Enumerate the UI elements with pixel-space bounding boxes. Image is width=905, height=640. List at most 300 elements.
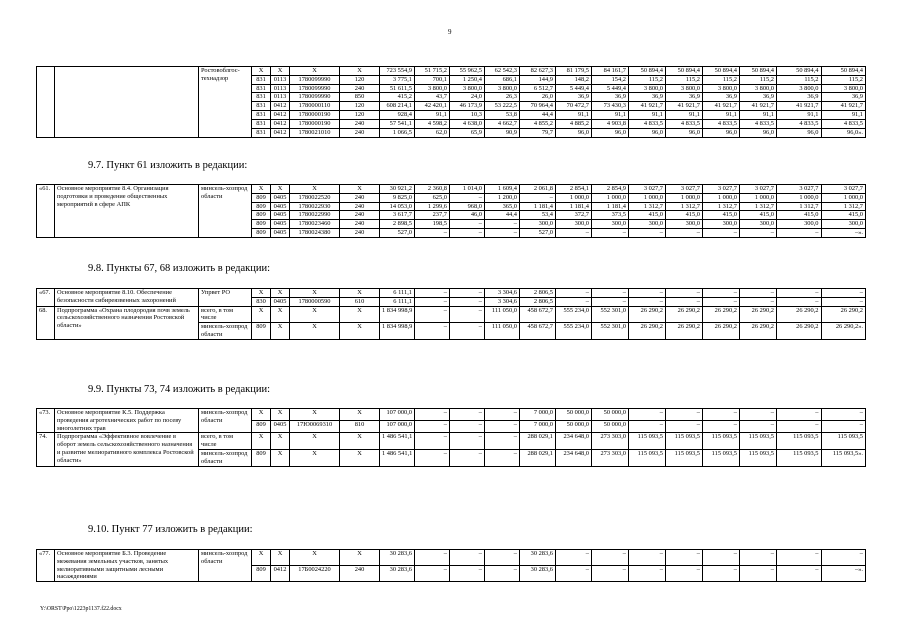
heading-pункт-61: 9.7. Пункт 61 изложить в редакции: bbox=[88, 160, 248, 171]
amount-cell: 91,1 bbox=[703, 111, 740, 120]
code-cell: 1780000590 bbox=[290, 297, 340, 306]
amount-cell: 30 283,6 bbox=[520, 550, 556, 566]
code-cell: Х bbox=[290, 185, 340, 194]
item-name: Основное мероприятие К.5. Поддержка проведения агротехнических работ по посеву многолетних трав bbox=[55, 409, 199, 433]
amount-cell: 928,4 bbox=[380, 111, 415, 120]
amount-cell: 5 449,4 bbox=[556, 84, 592, 93]
amount-cell: – bbox=[666, 297, 703, 306]
code-cell: Х bbox=[271, 433, 290, 450]
amount-cell: 144,9 bbox=[520, 75, 556, 84]
amount-cell: – bbox=[666, 566, 703, 582]
code-cell: 240 bbox=[340, 220, 380, 229]
amount-cell: –». bbox=[821, 229, 866, 238]
amount-cell: 1 312,7 bbox=[629, 202, 666, 211]
amount-cell: 415,0 bbox=[629, 211, 666, 220]
amount-cell: 115,2 bbox=[740, 75, 777, 84]
amount-cell: 1 834 998,9 bbox=[380, 306, 415, 323]
amount-cell: 4 598,2 bbox=[415, 119, 450, 128]
item-name: Основное мероприятие Б.3. Проведение межевания земельных участков, занятых мелиоративными защитными лесными насаждениями bbox=[55, 550, 199, 582]
amount-cell: 26 290,2 bbox=[629, 323, 666, 340]
amount-cell: 9 825,0 bbox=[380, 193, 415, 202]
org-cell: минсель-хозпрод области bbox=[199, 323, 252, 340]
code-cell: 831 bbox=[252, 75, 271, 84]
amount-cell: – bbox=[777, 289, 822, 298]
amount-cell: – bbox=[592, 297, 629, 306]
amount-cell: – bbox=[592, 566, 629, 582]
code-cell: 240 bbox=[340, 84, 380, 93]
amount-cell: 1 250,4 bbox=[450, 75, 485, 84]
amount-cell: 91,1 bbox=[666, 111, 703, 120]
amount-cell: 26 290,2 bbox=[740, 323, 777, 340]
table-item-61 bbox=[36, 184, 866, 238]
amount-cell: 30 283,6 bbox=[380, 550, 415, 566]
amount-cell: 1 312,7 bbox=[666, 202, 703, 211]
code-cell: 831 bbox=[252, 128, 271, 137]
code-cell: 1780023460 bbox=[290, 220, 340, 229]
amount-cell: – bbox=[415, 421, 450, 433]
amount-cell: 30 283,6 bbox=[520, 566, 556, 582]
amount-cell: 288 029,1 bbox=[520, 450, 556, 467]
amount-cell: 3 800,0 bbox=[740, 84, 777, 93]
amount-cell: 3 027,7 bbox=[740, 185, 777, 194]
amount-cell: 625,0 bbox=[415, 193, 450, 202]
amount-cell: – bbox=[703, 229, 740, 238]
code-cell: Х bbox=[340, 289, 380, 298]
amount-cell: 552 301,0 bbox=[592, 323, 629, 340]
amount-cell: 1 000,0 bbox=[666, 193, 703, 202]
code-cell: 831 bbox=[252, 102, 271, 111]
table-row bbox=[37, 185, 866, 194]
amount-cell: 50 000,0 bbox=[556, 409, 592, 421]
code-cell: Х bbox=[271, 185, 290, 194]
code-cell: 0113 bbox=[271, 75, 290, 84]
amount-cell: 36,9 bbox=[777, 93, 822, 102]
amount-cell: 1 181,4 bbox=[520, 202, 556, 211]
amount-cell: 26 290,2 bbox=[629, 306, 666, 323]
amount-cell: – bbox=[485, 421, 520, 433]
amount-cell: – bbox=[666, 229, 703, 238]
amount-cell: 3 800,0 bbox=[450, 84, 485, 93]
item-name: Основное мероприятие 8.4. Организация подготовки и проведение общественных мероприятий в сфере АПК bbox=[55, 185, 199, 238]
amount-cell: 415,0 bbox=[703, 211, 740, 220]
amount-cell: 81 179,5 bbox=[556, 67, 592, 76]
amount-cell: 288 029,1 bbox=[520, 433, 556, 450]
amount-cell: – bbox=[450, 220, 485, 229]
item-name: Подпрограмма «Охрана плодородия почв земель сельскохозяйственного назначения Ростовской области» bbox=[55, 306, 199, 339]
code-cell: Х bbox=[290, 306, 340, 323]
amount-cell: 4 833,5 bbox=[777, 119, 822, 128]
code-cell: Х bbox=[252, 185, 271, 194]
amount-cell: 4 903,8 bbox=[592, 119, 629, 128]
code-cell: 0412 bbox=[271, 111, 290, 120]
amount-cell: 50 000,0 bbox=[592, 421, 629, 433]
code-cell: Х bbox=[290, 289, 340, 298]
amount-cell: – bbox=[450, 193, 485, 202]
amount-cell: – bbox=[485, 450, 520, 467]
amount-cell: 115 093,5 bbox=[666, 450, 703, 467]
code-cell: 240 bbox=[340, 211, 380, 220]
amount-cell: 237,7 bbox=[415, 211, 450, 220]
amount-cell: – bbox=[415, 566, 450, 582]
amount-cell: 57 541,1 bbox=[380, 119, 415, 128]
amount-cell: 91,1 bbox=[592, 111, 629, 120]
amount-cell: 53 222,5 bbox=[485, 102, 520, 111]
code-cell: 120 bbox=[340, 102, 380, 111]
amount-cell: 3 800,0 bbox=[666, 84, 703, 93]
code-cell: Х bbox=[340, 185, 380, 194]
amount-cell: – bbox=[666, 550, 703, 566]
amount-cell: – bbox=[777, 421, 822, 433]
code-cell: Х bbox=[252, 433, 271, 450]
amount-cell: 1 312,7 bbox=[740, 202, 777, 211]
code-cell: 831 bbox=[252, 93, 271, 102]
item-number: «73. bbox=[37, 409, 55, 433]
code-cell: 810 bbox=[340, 421, 380, 433]
amount-cell: – bbox=[629, 550, 666, 566]
amount-cell: 300,0 bbox=[703, 220, 740, 229]
amount-cell: – bbox=[485, 220, 520, 229]
table-row bbox=[37, 433, 866, 450]
amount-cell: – bbox=[703, 297, 740, 306]
amount-cell: 1 609,4 bbox=[485, 185, 520, 194]
code-cell: Х bbox=[290, 433, 340, 450]
org-cell: минсель-хозпрод области bbox=[199, 550, 252, 582]
amount-cell: – bbox=[415, 229, 450, 238]
amount-cell: 96,0 bbox=[629, 128, 666, 137]
row-name-cell bbox=[55, 67, 199, 138]
amount-cell: – bbox=[666, 409, 703, 421]
code-cell: 240 bbox=[340, 128, 380, 137]
item-number: 68. bbox=[37, 306, 55, 339]
table-row bbox=[37, 289, 866, 298]
amount-cell: 415,0 bbox=[666, 211, 703, 220]
amount-cell: – bbox=[629, 409, 666, 421]
amount-cell: 53,8 bbox=[485, 111, 520, 120]
code-cell: 831 bbox=[252, 111, 271, 120]
amount-cell: 115 093,5 bbox=[703, 450, 740, 467]
org-cell: минсель-хозпрод области bbox=[199, 450, 252, 467]
amount-cell: 26 290,2 bbox=[703, 323, 740, 340]
heading-пункты-67-68: 9.8. Пункты 67, 68 изложить в редакции: bbox=[88, 263, 271, 274]
amount-cell: 46 173,9 bbox=[450, 102, 485, 111]
code-cell: 1780022990 bbox=[290, 211, 340, 220]
amount-cell: 415,2 bbox=[380, 93, 415, 102]
amount-cell: 300,0 bbox=[520, 220, 556, 229]
amount-cell: 3 304,6 bbox=[485, 297, 520, 306]
amount-cell: 115 093,5 bbox=[777, 433, 822, 450]
amount-cell: 273 303,0 bbox=[592, 433, 629, 450]
row-num-cell bbox=[37, 67, 55, 138]
amount-cell: 686,1 bbox=[485, 75, 520, 84]
code-cell: Х bbox=[340, 323, 380, 340]
code-cell: 1780000190 bbox=[290, 111, 340, 120]
amount-cell: 3 027,7 bbox=[629, 185, 666, 194]
amount-cell: 234 648,0 bbox=[556, 450, 592, 467]
amount-cell: 65,9 bbox=[450, 128, 485, 137]
code-cell: 240 bbox=[340, 119, 380, 128]
amount-cell: 115,2 bbox=[777, 75, 822, 84]
amount-cell: 50 894,4 bbox=[740, 67, 777, 76]
amount-cell: 14 053,0 bbox=[380, 202, 415, 211]
amount-cell: 1 066,5 bbox=[380, 128, 415, 137]
amount-cell: 91,1 bbox=[629, 111, 666, 120]
amount-cell: 3 027,7 bbox=[666, 185, 703, 194]
amount-cell: – bbox=[485, 229, 520, 238]
amount-cell: 415,0 bbox=[821, 211, 866, 220]
amount-cell: 26 290,2 bbox=[777, 323, 822, 340]
amount-cell: 30 921,2 bbox=[380, 185, 415, 194]
amount-cell: 50 000,0 bbox=[556, 421, 592, 433]
amount-cell: 96,0 bbox=[592, 128, 629, 137]
code-cell: 809 bbox=[252, 421, 271, 433]
amount-cell: 4 638,0 bbox=[450, 119, 485, 128]
code-cell: 1780099990 bbox=[290, 93, 340, 102]
amount-cell: 96,0 bbox=[556, 128, 592, 137]
amount-cell: 51 715,2 bbox=[415, 67, 450, 76]
amount-cell: 1 000,0 bbox=[703, 193, 740, 202]
code-cell: 809 bbox=[252, 211, 271, 220]
file-path-footer: Y:\ORST\Ppo\1223p1137.f22.docx bbox=[40, 606, 122, 612]
code-cell: Х bbox=[252, 306, 271, 323]
amount-cell: 1 000,0 bbox=[777, 193, 822, 202]
amount-cell: – bbox=[450, 433, 485, 450]
amount-cell: 1 000,0 bbox=[592, 193, 629, 202]
amount-cell: 6 111,1 bbox=[380, 289, 415, 298]
amount-cell: 1 000,0 bbox=[740, 193, 777, 202]
amount-cell: – bbox=[703, 289, 740, 298]
amount-cell: 198,5 bbox=[415, 220, 450, 229]
amount-cell: – bbox=[485, 550, 520, 566]
code-cell: 830 bbox=[252, 297, 271, 306]
amount-cell: 55 962,5 bbox=[450, 67, 485, 76]
amount-cell: 96,0 bbox=[740, 128, 777, 137]
amount-cell: 6 512,7 bbox=[520, 84, 556, 93]
amount-cell: 36,9 bbox=[592, 93, 629, 102]
amount-cell: – bbox=[450, 289, 485, 298]
amount-cell: 2 360,8 bbox=[415, 185, 450, 194]
code-cell: 0113 bbox=[271, 93, 290, 102]
amount-cell: 3 617,7 bbox=[380, 211, 415, 220]
amount-cell: – bbox=[629, 229, 666, 238]
code-cell: 120 bbox=[340, 111, 380, 120]
amount-cell: 373,5 bbox=[592, 211, 629, 220]
code-cell: 120 bbox=[340, 75, 380, 84]
amount-cell: 968,0 bbox=[450, 202, 485, 211]
amount-cell: 30 283,6 bbox=[380, 566, 415, 582]
amount-cell: 4 833,5 bbox=[703, 119, 740, 128]
amount-cell: – bbox=[450, 323, 485, 340]
amount-cell: 50 894,4 bbox=[777, 67, 822, 76]
amount-cell: 24,0 bbox=[450, 93, 485, 102]
amount-cell: 41 921,7 bbox=[740, 102, 777, 111]
code-cell: Х bbox=[271, 67, 290, 76]
amount-cell: 1 200,0 bbox=[485, 193, 520, 202]
code-cell: 809 bbox=[252, 450, 271, 467]
amount-cell: 2 854,1 bbox=[556, 185, 592, 194]
amount-cell: 3 027,7 bbox=[777, 185, 822, 194]
amount-cell: 458 672,7 bbox=[520, 306, 556, 323]
amount-cell: – bbox=[450, 306, 485, 323]
code-cell: 17Ю0069310 bbox=[290, 421, 340, 433]
amount-cell: 26 290,2». bbox=[821, 323, 866, 340]
org-cell: минсель-хозпрод области bbox=[199, 409, 252, 433]
amount-cell: 2 061,8 bbox=[520, 185, 556, 194]
item-number: «77. bbox=[37, 550, 55, 582]
amount-cell: – bbox=[821, 421, 866, 433]
code-cell: 809 bbox=[252, 202, 271, 211]
amount-cell: – bbox=[821, 409, 866, 421]
amount-cell: 3 800,0 bbox=[821, 84, 866, 93]
amount-cell: 3 775,1 bbox=[380, 75, 415, 84]
code-cell: 240 bbox=[340, 229, 380, 238]
amount-cell: 26,0 bbox=[520, 93, 556, 102]
amount-cell: – bbox=[777, 229, 822, 238]
amount-cell: 458 672,7 bbox=[520, 323, 556, 340]
code-cell: 240 bbox=[340, 193, 380, 202]
amount-cell: 4 833,5 bbox=[740, 119, 777, 128]
amount-cell: – bbox=[415, 409, 450, 421]
code-cell: Х bbox=[340, 409, 380, 421]
code-cell: Х bbox=[340, 306, 380, 323]
code-cell: 809 bbox=[252, 220, 271, 229]
code-cell: 1780022930 bbox=[290, 202, 340, 211]
code-cell: 1780024380 bbox=[290, 229, 340, 238]
item-name: Подпрограмма «Эффективное вовлечение в оборот земель сельскохозяйственного назначения и развитие мелиоративного комплекса Ростовской области» bbox=[55, 433, 199, 466]
amount-cell: 41 921,7 bbox=[821, 102, 866, 111]
code-cell: Х bbox=[340, 433, 380, 450]
amount-cell: 4 855,2 bbox=[520, 119, 556, 128]
code-cell: Х bbox=[252, 67, 271, 76]
amount-cell: 26 290,2 bbox=[821, 306, 866, 323]
amount-cell: 148,2 bbox=[556, 75, 592, 84]
code-cell: Х bbox=[340, 450, 380, 467]
amount-cell: – bbox=[450, 550, 485, 566]
amount-cell: 1 486 541,1 bbox=[380, 433, 415, 450]
amount-cell: – bbox=[740, 409, 777, 421]
amount-cell: – bbox=[520, 193, 556, 202]
amount-cell: 82 627,3 bbox=[520, 67, 556, 76]
code-cell: 0405 bbox=[271, 202, 290, 211]
amount-cell: 91,1 bbox=[821, 111, 866, 120]
amount-cell: 115 093,5 bbox=[629, 433, 666, 450]
amount-cell: –». bbox=[821, 566, 866, 582]
org-cell: Упрвет РО bbox=[199, 289, 252, 307]
amount-cell: 44,4 bbox=[485, 211, 520, 220]
amount-cell: 234 648,0 bbox=[556, 433, 592, 450]
code-cell: 240 bbox=[340, 202, 380, 211]
table-row bbox=[37, 409, 866, 421]
amount-cell: – bbox=[450, 409, 485, 421]
amount-cell: 3 304,6 bbox=[485, 289, 520, 298]
amount-cell: 26 290,2 bbox=[703, 306, 740, 323]
code-cell: Х bbox=[340, 550, 380, 566]
amount-cell: 50 894,4 bbox=[629, 67, 666, 76]
table-items-67-68 bbox=[36, 288, 866, 340]
amount-cell: 4 885,2 bbox=[556, 119, 592, 128]
amount-cell: 91,1 bbox=[740, 111, 777, 120]
amount-cell: 50 894,4 bbox=[703, 67, 740, 76]
amount-cell: 365,0 bbox=[485, 202, 520, 211]
code-cell: 0412 bbox=[271, 119, 290, 128]
amount-cell: 1 000,0 bbox=[629, 193, 666, 202]
code-cell: 0412 bbox=[271, 566, 290, 582]
code-cell: Х bbox=[290, 550, 340, 566]
amount-cell: – bbox=[415, 450, 450, 467]
amount-cell: – bbox=[777, 566, 822, 582]
amount-cell: – bbox=[740, 566, 777, 582]
amount-cell: 608 214,1 bbox=[380, 102, 415, 111]
amount-cell: – bbox=[485, 433, 520, 450]
amount-cell: 91,1 bbox=[415, 111, 450, 120]
amount-cell: 36,9 bbox=[821, 93, 866, 102]
amount-cell: 70 472,7 bbox=[556, 102, 592, 111]
code-cell: 1780000190 bbox=[290, 119, 340, 128]
amount-cell: 50 000,0 bbox=[592, 409, 629, 421]
amount-cell: 115 093,5 bbox=[629, 450, 666, 467]
amount-cell: – bbox=[821, 550, 866, 566]
code-cell: Х bbox=[271, 306, 290, 323]
code-cell: Х bbox=[252, 550, 271, 566]
amount-cell: 115 093,5 bbox=[740, 433, 777, 450]
amount-cell: 300,0 bbox=[666, 220, 703, 229]
table-rostov-tech bbox=[36, 66, 866, 138]
amount-cell: – bbox=[629, 421, 666, 433]
amount-cell: 1 000,0 bbox=[821, 193, 866, 202]
code-cell: Х bbox=[252, 289, 271, 298]
amount-cell: – bbox=[556, 297, 592, 306]
amount-cell: – bbox=[629, 289, 666, 298]
code-cell: 1780022520 bbox=[290, 193, 340, 202]
heading-пункты-73-74: 9.9. Пункты 73, 74 изложить в редакции: bbox=[88, 384, 271, 395]
amount-cell: – bbox=[740, 297, 777, 306]
table-row bbox=[37, 67, 866, 76]
amount-cell: 3 800,0 bbox=[485, 84, 520, 93]
amount-cell: 300,0 bbox=[629, 220, 666, 229]
amount-cell: 36,9 bbox=[556, 93, 592, 102]
page-number: 9 bbox=[448, 28, 452, 36]
code-cell: 831 bbox=[252, 84, 271, 93]
amount-cell: – bbox=[415, 550, 450, 566]
code-cell: 809 bbox=[252, 323, 271, 340]
amount-cell: 96,0 bbox=[666, 128, 703, 137]
amount-cell: 62 542,3 bbox=[485, 67, 520, 76]
amount-cell: 154,2 bbox=[592, 75, 629, 84]
code-cell: 0405 bbox=[271, 211, 290, 220]
item-number: «67. bbox=[37, 289, 55, 307]
code-cell: Х bbox=[290, 67, 340, 76]
amount-cell: – bbox=[629, 297, 666, 306]
amount-cell: 91,1 bbox=[556, 111, 592, 120]
heading-пункт-77: 9.10. Пункт 77 изложить в редакции: bbox=[88, 524, 253, 535]
code-cell: 809 bbox=[252, 193, 271, 202]
amount-cell: – bbox=[666, 421, 703, 433]
amount-cell: 115 093,5 bbox=[740, 450, 777, 467]
code-cell: Х bbox=[290, 323, 340, 340]
code-cell: Х bbox=[271, 289, 290, 298]
amount-cell: 36,9 bbox=[703, 93, 740, 102]
amount-cell: – bbox=[556, 289, 592, 298]
amount-cell: 73 430,3 bbox=[592, 102, 629, 111]
amount-cell: 555 234,0 bbox=[556, 323, 592, 340]
amount-cell: 2 854,9 bbox=[592, 185, 629, 194]
amount-cell: 527,0 bbox=[520, 229, 556, 238]
org-cell: минсель-хозпрод области bbox=[199, 185, 252, 238]
item-number: «61. bbox=[37, 185, 55, 238]
amount-cell: 372,7 bbox=[556, 211, 592, 220]
amount-cell: – bbox=[592, 289, 629, 298]
amount-cell: – bbox=[740, 550, 777, 566]
amount-cell: 273 303,0 bbox=[592, 450, 629, 467]
